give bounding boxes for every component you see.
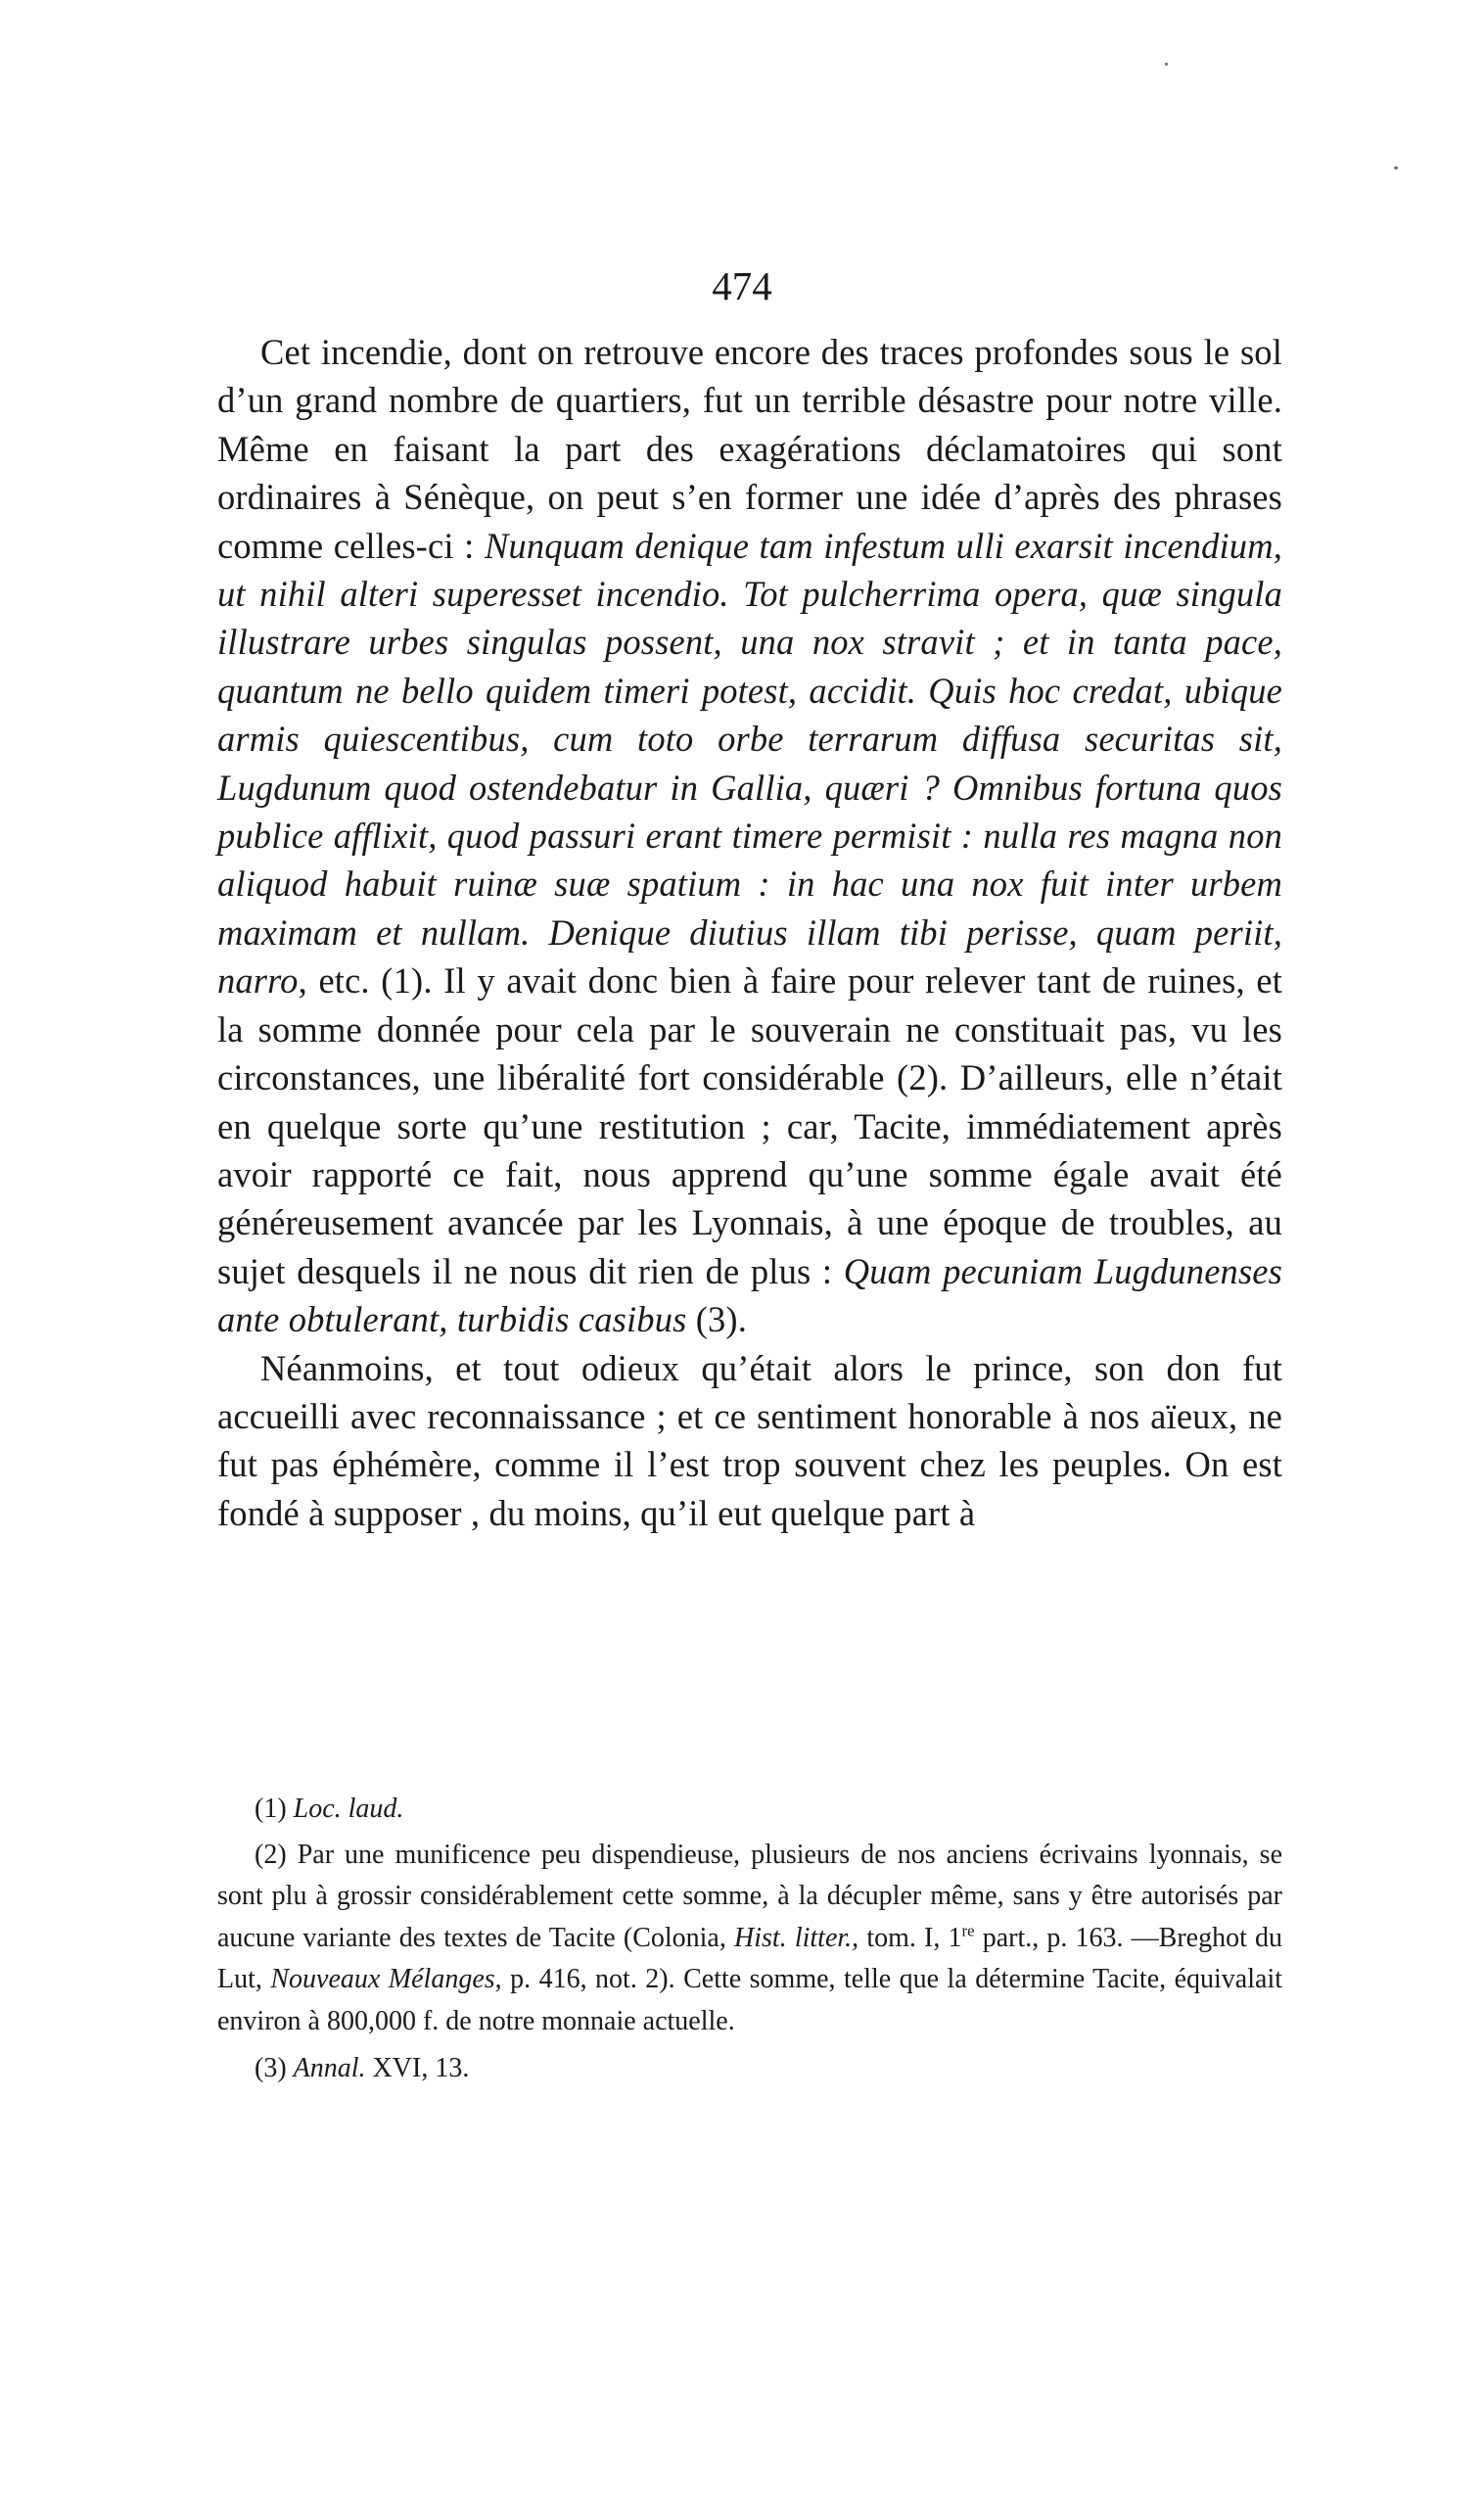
scan-speck: [1394, 166, 1398, 169]
footnote-2: [217, 1835, 1282, 2043]
text-run: Néanmoins, et tout odieux qu’était alors le prince, son don fut accueilli avec reconnaissance ; et ce sentiment honorable à nos aïeux, ne fut pas éphémère, comme il l’est trop souvent chez les peuples. On est fondé à supposer , du moins, qu’il eut quelque part à: [217, 1347, 1282, 1533]
text-run: , p. 416, not. 2). Cette somme, telle que la détermine Tacite, équivalait environ à 800,000 f. de notre monnaie actuelle.: [217, 1964, 1283, 2036]
paragraph-1: [217, 328, 1282, 1344]
italic-text: Nunquam denique tam infestum ulli exarsit incendium, ut nihil alteri superesset incendio. Tot pulcherrima opera, quæ singula illustrare urbes singulas possent, una nox stravit ; et in tanta pace, quantum ne bello quidem timeri potest, accidit. Quis hoc credat, ubique armis quiescentibus, cum toto orbe terrarum diffusa securitas sit, Lugdunum quod ostendebatur in Gallia, quæri ? Omnibus fortuna quos publice afflixit, quod passuri erant timere permisit : nulla res magna non aliquod habuit ruinæ suæ spatium : in hac una nox fuit inter urbem maximam et nullam. Denique diutius illam tibi perisse, quam periit, narro: [217, 525, 1282, 1002]
text-run: (1): [255, 1794, 294, 1824]
footnote-3: [217, 2048, 1282, 2090]
page-number: 474: [712, 263, 772, 308]
italic-text: Loc. laud.: [293, 1794, 404, 1824]
text-run: (3): [255, 2053, 294, 2083]
italic-text: Hist. litter.: [734, 1922, 853, 1953]
italic-text: Nouveaux Mélanges: [270, 1964, 495, 1994]
text-run: (2) Par une munificence peu dispendieuse, plusieurs de nos anciens écrivains lyonnais, se sont plu à grossir considérablement cette somme, à la décupler même, sans y être autorisés par aucune variante des textes de Tacite (Colonia,: [217, 1839, 1282, 1953]
text-run: part., p. 163. —Breghot du Lut,: [217, 1922, 1283, 1994]
paragraph-2: [217, 1344, 1282, 1538]
main-text: [217, 328, 1282, 1537]
footnote-1: [217, 1789, 1282, 1831]
text-run: , etc. (1). Il y avait donc bien à faire pour relever tant de ruines, et la somme donnée pour cela par le souverain ne constituait pas, vu les circonstances, une libéralité fort considérable (2). D’ailleurs, elle n’était en quelque sorte qu’une restitution ; car, Tacite, immédiatement après avoir rapporté ce fait, nous apprend qu’une somme égale avait été généreusement avancée par les Lyonnais, à une époque de troubles, au sujet desquels il ne nous dit rien de plus :: [217, 960, 1282, 1291]
text-run: XVI, 13.: [365, 2053, 470, 2083]
footnotes: [217, 1789, 1282, 2094]
text-run: (3).: [686, 1299, 748, 1340]
italic-text: Quam pecuniam Lugdunenses ante obtulerant, turbidis casibus: [217, 1250, 1282, 1340]
italic-text: Annal.: [293, 2053, 366, 2083]
text-run: Cet incendie, dont on retrouve encore des traces profondes sous le sol d’un grand nombre de quartiers, fut un terrible désastre pour notre ville. Même en faisant la part des exagérations déclamatoires qui sont ordinaires à Sénèque, on peut s’en former une idée d’après des phrases comme celles-ci :: [217, 332, 1282, 566]
scan-speck: [1165, 63, 1168, 66]
text-run: , tom. I, 1: [852, 1922, 962, 1953]
superscript-text: re: [961, 1921, 975, 1940]
